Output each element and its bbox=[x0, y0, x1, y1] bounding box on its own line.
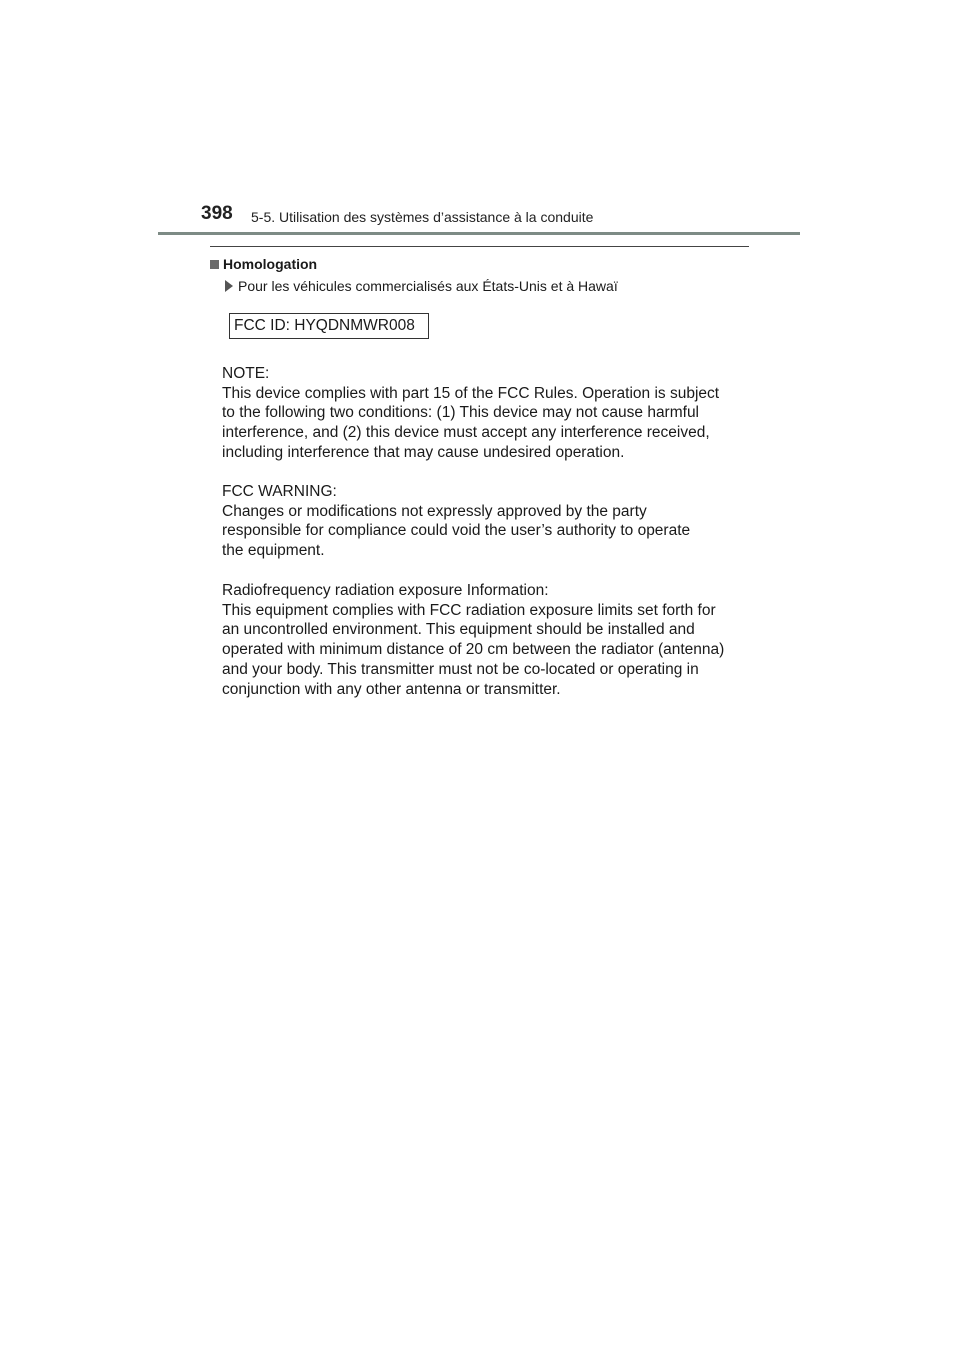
warning-line: Changes or modifications not expressly approved by the party bbox=[222, 502, 647, 520]
subheading-text: Pour les véhicules commercialisés aux États-Unis et à Hawaï bbox=[238, 278, 618, 294]
note-title: NOTE: bbox=[222, 365, 270, 382]
radiation-line: This equipment complies with FCC radiation exposure limits set forth for bbox=[222, 601, 716, 619]
square-bullet-icon bbox=[210, 260, 219, 269]
radiation-line: operated with minimum distance of 20 cm between the radiator (antenna) bbox=[222, 641, 725, 659]
radiation-line: and your body. This transmitter must not be co-located or operating in bbox=[222, 660, 699, 678]
page-number: 398 bbox=[201, 203, 233, 224]
section-title: 5-5. Utilisation des systèmes d’assistance à la conduite bbox=[251, 209, 594, 225]
warning-line: responsible for compliance could void the user’s authority to operate bbox=[222, 522, 691, 540]
section-divider bbox=[210, 246, 749, 247]
radiation-title: Radiofrequency radiation exposure Information: bbox=[222, 582, 549, 599]
radiation-line: an uncontrolled environment. This equipment should be installed and bbox=[222, 621, 695, 639]
header-divider bbox=[158, 232, 800, 235]
note-line: This device complies with part 15 of the FCC Rules. Operation is subject bbox=[222, 384, 720, 402]
region-subheading bbox=[225, 278, 618, 294]
note-line: to the following two conditions: (1) This device may not cause harmful bbox=[222, 404, 700, 422]
note-block bbox=[222, 364, 719, 463]
warning-block bbox=[222, 482, 690, 561]
heading-text: Homologation bbox=[223, 256, 318, 272]
fcc-id-label: FCC ID: HYQDNMWR008 bbox=[229, 313, 429, 339]
note-line: interference, and (2) this device must accept any interference received, bbox=[222, 424, 710, 442]
warning-line: the equipment. bbox=[222, 542, 325, 560]
radiation-block bbox=[222, 581, 724, 699]
triangle-bullet-icon bbox=[225, 280, 233, 292]
note-line: including interference that may cause undesired operation. bbox=[222, 443, 625, 461]
warning-title: FCC WARNING: bbox=[222, 483, 337, 500]
radiation-line: conjunction with any other antenna or transmitter. bbox=[222, 680, 561, 698]
homologation-heading bbox=[210, 256, 317, 272]
